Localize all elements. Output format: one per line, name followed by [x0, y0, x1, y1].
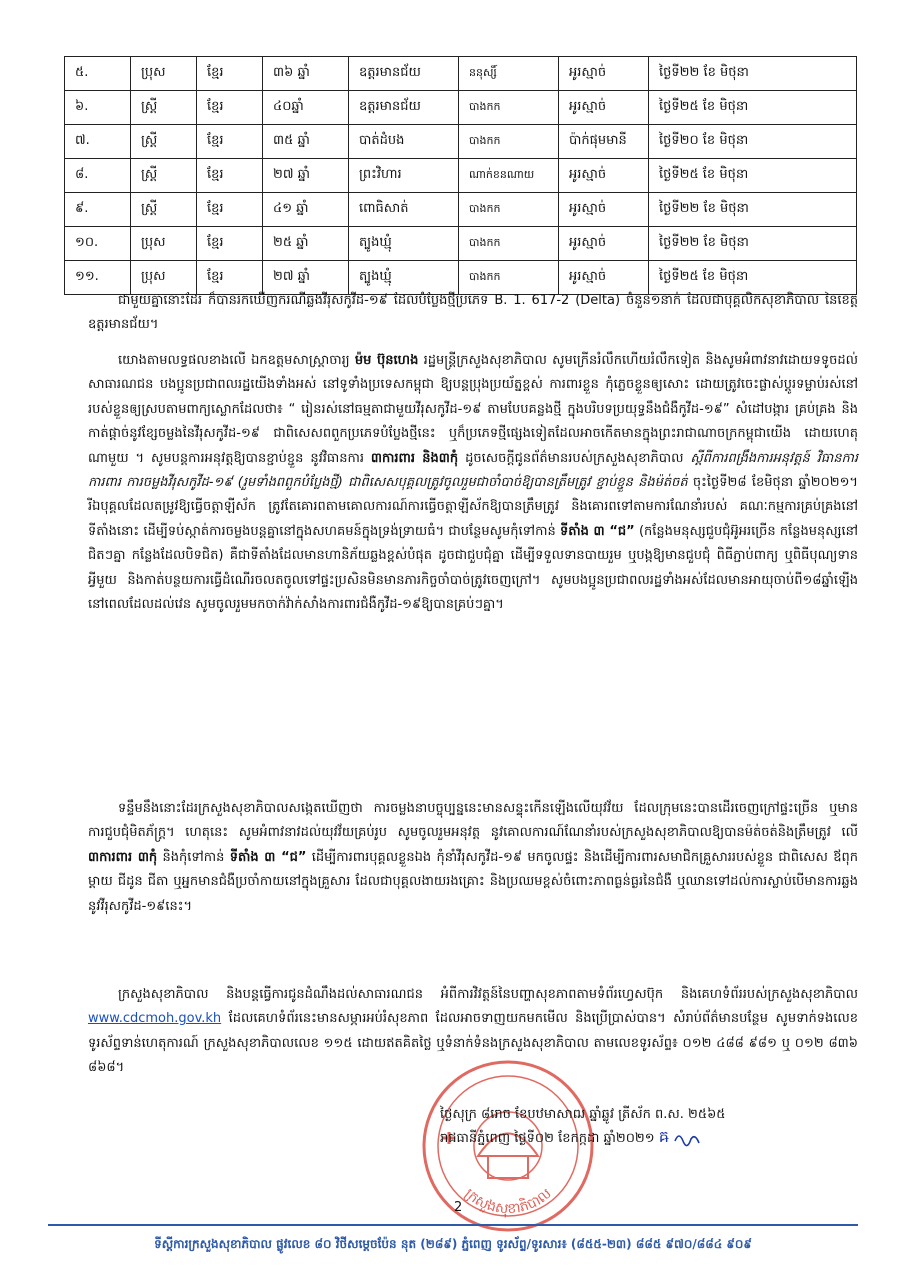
- three-c-locations: ទីតាំង ៣ “ជ”: [229, 849, 307, 865]
- cell-nationality: ខ្មែរ: [197, 125, 263, 159]
- cell-age: ៤០ឆ្នាំ: [263, 91, 349, 125]
- cell-age: ៣៥ ឆ្នាំ: [263, 125, 349, 159]
- svg-text:ក្រសួងសុខាភិបាល: [461, 1186, 554, 1219]
- cell-destination: អូរស្មាច់: [559, 159, 649, 193]
- cell-province: បាត់ដំបង: [349, 125, 459, 159]
- cell-gender: ស្ត្រី: [131, 193, 197, 227]
- cell-age: ២៧ ឆ្នាំ: [263, 159, 349, 193]
- paragraph-text: (កន្លែងមនុស្សជួបជុំអ៊ូអរច្រើន កន្លែងមនុស្សនៅជិតៗគ្នា កន្លែងដែលបិទជិត) គឺជាទីតាំងដែលមានហានិភ័យឆ្លងខ្ពស់បំផុត ដូចជាជួបជុំគ្នា ដើម្បីទទួលទានបាយរួម ឬបង្កឱ្យមានជួបជុំ ពិធីភ្ជាប់ពាក្យ ឬពិធីបុណ្យទានអ្វីមួយ និងកាត់បន្ថយការធ្វើដំណើរចលតចូលទៅផ្ទះប្រសិនមិនមានភារកិច្ចចាំបាច់ត្រូវចេញក្រៅ។ សូមបងប្អូនប្រជាពលរដ្ឋទាំងអស់ដែលមានអាយុចាប់ពី១៨ឆ្នាំឡើង នៅពេលដែលដល់វេន សូមចូលរួមមកចាក់វ៉ាក់សាំងការពារជំងឺកូវីដ-១៩ឱ្យបានគ្រប់ៗគ្នា។: [88, 523, 859, 613]
- cell-row-number: ៧.: [65, 125, 131, 159]
- table-row: [65, 159, 857, 193]
- paragraph-youth-appeal: [88, 797, 858, 919]
- table-row: [65, 91, 857, 125]
- cell-nationality: ខ្មែរ: [197, 227, 263, 261]
- cell-province: ត្បូងឃ្មុំ: [349, 261, 459, 295]
- signature-date-solar: [440, 1126, 701, 1150]
- paragraph-text: យោងតាមលទ្ធផលខាងលើ ឯកឧត្តមសាស្ត្រាចារ្យ: [118, 353, 350, 368]
- paragraph-text: ដូចសេចក្តីជូនព័ត៌មានរបស់ក្រសួងសុខាភិបាល: [465, 450, 684, 466]
- footer-divider: [48, 1224, 858, 1226]
- paragraph-text: ចុះថ្ងៃទី២៨ ខែមិថុនា ឆ្នាំ២០២១។ រីឯបុគ្គលដែលតម្រូវឱ្យធ្វើចត្តាឡីស័ក ត្រូវតែគោរពតាមគោលការណ៍ការធ្វើចត្តាឡីស័កឱ្យបានត្រឹមត្រូវ និងគោរពទៅតាមការណែនាំរបស់ គណៈកម្មការគ្រប់គ្រងនៅទីតាំងនោះ ដើម្បីទប់ស្កាត់ការចម្លងបន្តគ្នានៅក្នុងសហគមន៍ក្នុងទ្រង់ទ្រាយធំ។ ជាបន្ថែមសូមកុំទៅកាន់: [88, 475, 858, 539]
- signature-icon: [673, 1129, 701, 1149]
- cell-gender: ស្ត្រី: [131, 91, 197, 125]
- paragraph-text: និងកុំទៅកាន់: [162, 849, 225, 865]
- three-c-locations: ទីតាំង ៣ “ជ”: [560, 523, 635, 539]
- cell-origin: បាងកក: [459, 193, 559, 227]
- cell-nationality: ខ្មែរ: [197, 91, 263, 125]
- cell-gender: ប្រុស: [131, 227, 197, 261]
- cell-age: ៤១ ឆ្នាំ: [263, 193, 349, 227]
- cell-province: ឧត្តរមានជ័យ: [349, 91, 459, 125]
- cell-origin: បាងកក: [459, 227, 559, 261]
- cell-gender: ប្រុស: [131, 261, 197, 295]
- cell-date: ថ្ងៃទី២២ ខែ មិថុនា: [649, 227, 857, 261]
- announcement-title: ស្តីពីការពង្រឹងការអនុវត្តន៍ វិធានការការពារ ការចម្លងវីរុសកូវីដ-១៩ (រួមទាំងពពួកបំប្លែងថ្មី) ជាពិសេសបុគ្គលត្រូវចូលរួមជាចាំបាច់ឱ្យបានត្រឹមត្រូវ ខ្ជាប់ខ្ជួន និងម៉ត់ចត់: [88, 450, 858, 491]
- paragraph-text: រដ្ឋមន្ត្រីក្រសួងសុខាភិបាល សូមក្រើនរំលឹកហើយរំលឹកទៀត និងសូមអំពាវនាវដោយទទូចដល់សាធារណជន បងប្អូនប្រជាពលរដ្ឋយើងទាំងអស់ នៅទូទាំងប្រទេសកម្ពុជា ឱ្យបន្តប្រុងប្រយ័ត្នខ្ពស់ ការពារខ្លួន កុំភ្លេចខ្លួនឲ្យសោះ ដោយត្រូវចេះផ្លាស់ប្តូរទម្លាប់រស់នៅរបស់ខ្លួនឲ្យស្របតាមពាក្យស្លោកដែលថា៖ “ រៀនរស់នៅធម្មតាជាមួយវីរុសកូវីដ-១៩ តាមបែបគន្លងថ្មី ក្នុងបរិបទប្រយុទ្ធនឹងជំងឺកូវីដ-១៩” សំដៅបង្ការ គ្រប់គ្រង និងកាត់ផ្តាច់នូវខ្សែចម្លងនៃវីរុសកូវីដ-១៩ ជាពិសេសពពួកប្រភេទបំប្លែងថ្មីនេះ ឬក៏ប្រភេទថ្មីផ្សេងទៀតដែលអាចកើតមានក្នុងព្រះរាជាណាចក្រកម្ពុជាយើង ដោយហេតុណាមួយ ។ សូមបន្តការអនុវត្តឱ្យបានខ្ជាប់ខ្ជួន នូវវិធានការ: [88, 353, 859, 466]
- cell-destination: អូរស្មាច់: [559, 193, 649, 227]
- cell-row-number: ៥.: [65, 57, 131, 91]
- cell-destination: អូរស្មាច់: [559, 261, 649, 295]
- minister-name: ម៉ម ប៊ុនហេង: [354, 353, 419, 368]
- cell-age: ២៥ ឆ្នាំ: [263, 227, 349, 261]
- paragraph-text: ដើម្បីការពារបុគ្គលខ្លួនឯង កុំនាំវីរុសកូវីដ-១៩ មកចូលផ្ទះ និងដើម្បីការពារសមាជិកគ្រួសាររបស់ខ្លួន ជាពិសេស ឪពុកម្តាយ ជីដូន ជីតា ឬអ្នកមានជំងឺប្រចាំកាយនៅក្នុងគ្រួសារ ដែលជាបុគ្គលងាយរងគ្រោះ និងប្រឈមខ្ពស់ចំពោះភាពធ្ងន់ធ្ងរនៃជំងឺ ឬឈានទៅដល់ការស្លាប់បើមានការឆ្លងនូវវីរុសកូវីដ-១៩នេះ។: [88, 849, 858, 914]
- seal-text: ក្រសួងសុខាភិបាល: [461, 1185, 555, 1218]
- cell-origin: ណាក់ខនណាយ: [459, 159, 559, 193]
- cell-gender: ស្ត្រី: [131, 125, 197, 159]
- cell-nationality: ខ្មែរ: [197, 193, 263, 227]
- signature-date-text: រាជធានីភ្នំពេញ ថ្ងៃទី០២ ខែកក្កដា ឆ្នាំ២០២១: [440, 1131, 655, 1146]
- three-protect-three-dont: ៣ការពារ និង៣កុំ: [370, 450, 459, 466]
- table-row: [65, 125, 857, 159]
- paragraph-text: ក្រសួងសុខាភិបាល និងបន្តធ្វើការជូនដំណឹងដល់សាធារណជន អំពីការវិវត្តន៍នៃបញ្ហាសុខភាពតាមទំព័រហ្វេសប៊ុក និងគេហទំព័ររបស់ក្រសួងសុខាភិបាល: [118, 987, 858, 1002]
- cell-age: ២៧ ឆ្នាំ: [263, 261, 349, 295]
- table-row: [65, 227, 857, 261]
- cell-date: ថ្ងៃទី២៥ ខែ មិថុនា: [649, 261, 857, 295]
- cell-origin: បាងកក: [459, 261, 559, 295]
- website-link[interactable]: www.cdcmoh.gov.kh: [88, 1011, 222, 1027]
- cell-province: ព្រះវិហារ: [349, 159, 459, 193]
- cell-nationality: ខ្មែរ: [197, 261, 263, 295]
- cell-origin: បាងកក: [459, 91, 559, 125]
- initials-mark: ឝ: [658, 1127, 669, 1146]
- paragraph-text: ទន្ទឹមនឹងនោះដែរក្រសួងសុខាភិបាលសង្កេតឃើញថា ការចម្លងនាបច្ចុប្បន្ននេះមានសន្ទុះកើនឡើងលើយុវវ័យ ដែលក្រុមនេះបានដើរចេញក្រៅផ្ទះច្រើន ឬមានការជួបជុំមិតភ័ក្រ្ត។ ហេតុនេះ សូមអំពាវនាវដល់យុវវ័យគ្រប់រូប សូមចូលរួមអនុវត្ត នូវគោលការណ៍ណែនាំរបស់ក្រសួងសុខាភិបាលឱ្យបានម៉ត់ចត់និងត្រឹមត្រូវ លើ: [88, 801, 858, 841]
- cell-destination: អូរស្មាច់: [559, 227, 649, 261]
- cell-destination: អូរស្មាច់: [559, 91, 649, 125]
- paragraph-text: ដែលគេហទំព័រនេះមានសម្ភារអប់រំសុខភាព ដែលអាចទាញយកមកមើល និងប្រើប្រាស់បាន។ សំរាប់ព័ត៌មានបន្ថែម សូមទាក់ទងលេខទូរស័ព្ទទាន់ហេតុការណ៍ ក្រសួងសុខាភិបាលលេខ ១១៥ ដោយឥតគិតថ្លៃ ឬទំនាក់ទំនងក្រសួងសុខាភិបាល តាមលេខទូរស័ព្ទ៖ ០១២ ៤៨៨ ៩៨១ ឬ ០១២ ៨៣៦ ៨៦៨។: [88, 1011, 858, 1076]
- cell-nationality: ខ្មែរ: [197, 57, 263, 91]
- cell-gender: ប្រុស: [131, 57, 197, 91]
- cell-date: ថ្ងៃទី២២ ខែ មិថុនា: [649, 57, 857, 91]
- cell-province: ឧត្តរមានជ័យ: [349, 57, 459, 91]
- cell-date: ថ្ងៃទី២២ ខែ មិថុនា: [649, 193, 857, 227]
- table-row: [65, 193, 857, 227]
- cell-date: ថ្ងៃទី២៥ ខែ មិថុនា: [649, 159, 857, 193]
- table-row: [65, 57, 857, 91]
- cell-destination: អូរស្មាច់: [559, 57, 649, 91]
- cell-gender: ស្ត្រី: [131, 159, 197, 193]
- cell-province: ពោធិសាត់: [349, 193, 459, 227]
- paragraph-delta-case: [88, 289, 858, 338]
- cell-destination: ប៉ាក់ផុមមានី: [559, 125, 649, 159]
- cell-row-number: ១១.: [65, 261, 131, 295]
- page-number: 2: [454, 1200, 463, 1215]
- cell-row-number: ៨.: [65, 159, 131, 193]
- cell-row-number: ១០.: [65, 227, 131, 261]
- cell-province: ត្បូងឃ្មុំ: [349, 227, 459, 261]
- cases-table: [64, 56, 857, 295]
- cell-date: ថ្ងៃទី២០ ខែ មិថុនា: [649, 125, 857, 159]
- cell-origin: ននុស្សិ៍: [459, 57, 559, 91]
- footer-address: ទីស្តីការក្រសួងសុខាភិបាល ផ្លូវលេខ ៨០ វិថីសម្តេចប៉ែន នុត (២៨៩) ភ្នំពេញ ទូរស័ព្ទ/ទូរសារ៖ (៨៥៥-២៣) ៨៨៥ ៩៧០/៨៨៤ ៩០៩: [154, 1237, 752, 1251]
- cell-row-number: ៩.: [65, 193, 131, 227]
- cell-age: ៣៦ ឆ្នាំ: [263, 57, 349, 91]
- paragraph-minister-appeal: [88, 349, 858, 617]
- three-protect-three-dont: ៣ការពារ ៣កុំ: [88, 849, 158, 865]
- signature-date-lunar: ថ្ងៃសុក្រ ៨រោច ខែបឋមាសាឍ ឆ្នាំឆ្លូវ ត្រីស័ក ព.ស. ២៥៦៥: [440, 1107, 726, 1122]
- cell-date: ថ្ងៃទី២៥ ខែ មិថុនា: [649, 91, 857, 125]
- cell-origin: បាងកក: [459, 125, 559, 159]
- paragraph-text: ជាមួយគ្នានោះដែរ ក៏បានរកឃើញករណីឆ្លងវីរុសកូវីដ-១៩ ដែលបំប្លែងថ្មីប្រភេទ B. 1. 617-2 (Delta) ចំនួន១នាក់ ដែលជាបុគ្គលិកសុខាភិបាល នៃខេត្តឧត្តរមានជ័យ។: [88, 293, 858, 333]
- cell-nationality: ខ្មែរ: [197, 159, 263, 193]
- cell-row-number: ៦.: [65, 91, 131, 125]
